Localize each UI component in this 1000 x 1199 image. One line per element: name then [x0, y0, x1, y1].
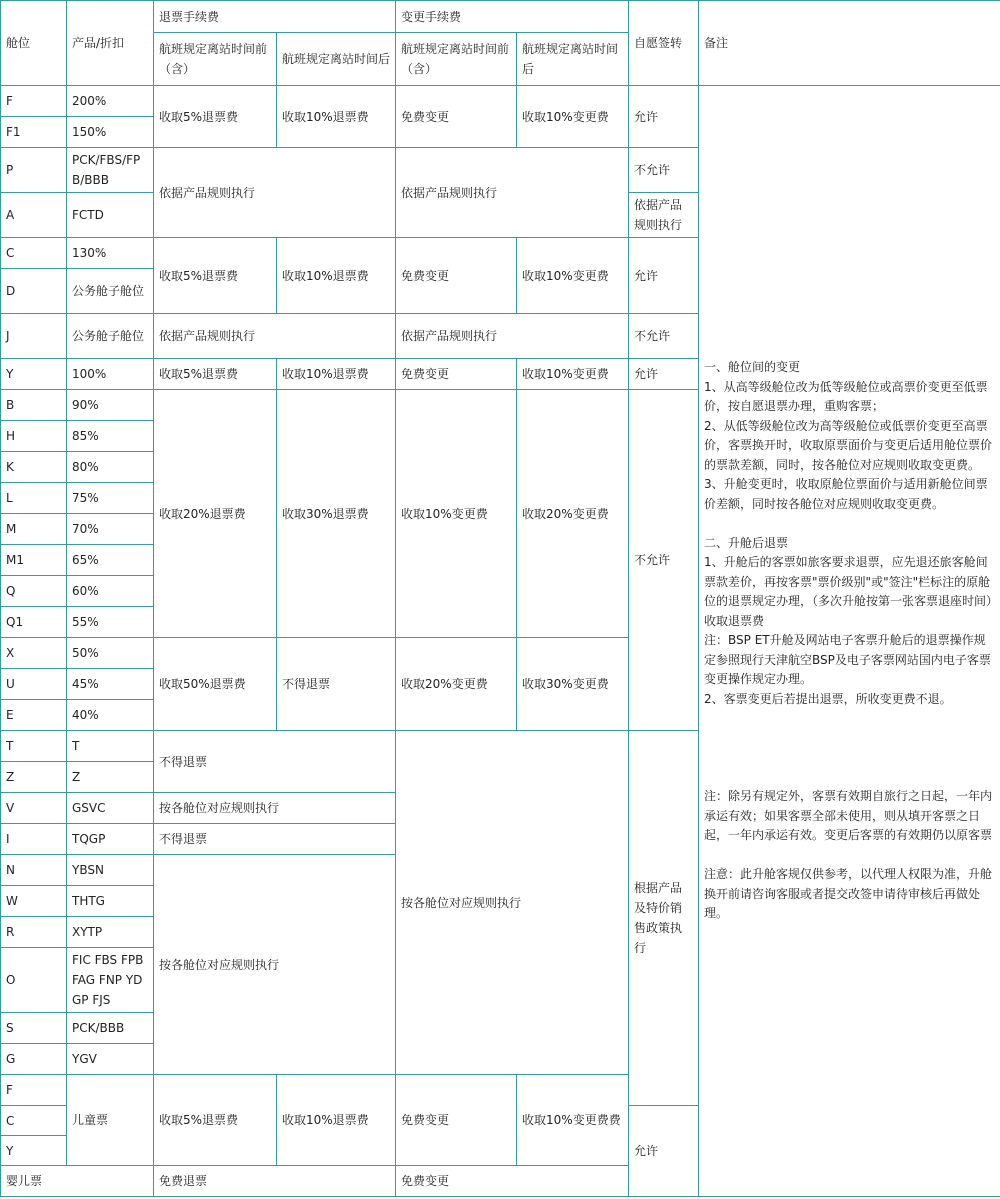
table-row — [1, 86, 1000, 117]
change-cell: 依据产品规则执行 — [396, 314, 629, 359]
product-cell: TQGP — [67, 824, 154, 855]
product-cell: 100% — [67, 359, 154, 390]
remarks-cell — [699, 86, 1000, 1197]
cabin-cell: J — [1, 314, 67, 359]
cabin-cell: K — [1, 452, 67, 483]
product-cell: 儿童票 — [67, 1075, 154, 1166]
cabin-cell: T — [1, 731, 67, 762]
refund-before-cell: 收取5%退票费 — [154, 1075, 277, 1166]
endorse-cell: 允许 — [629, 1106, 699, 1197]
cabin-cell: H — [1, 421, 67, 452]
header-row — [1, 1, 1000, 33]
product-cell: 90% — [67, 390, 154, 421]
endorse-cell: 依据产品规则执行 — [629, 193, 699, 238]
cabin-cell: F — [1, 1075, 67, 1106]
endorse-cell: 允许 — [629, 359, 699, 390]
refund-cell: 依据产品规则执行 — [154, 314, 396, 359]
refund-cell: 不得退票 — [154, 824, 396, 855]
refund-after-cell: 收取10%退票费 — [277, 1075, 396, 1166]
endorse-cell: 不允许 — [629, 314, 699, 359]
product-cell: PCK/BBB — [67, 1013, 154, 1044]
product-cell: 130% — [67, 238, 154, 269]
refund-cell: 不得退票 — [154, 731, 396, 793]
refund-after-cell: 不得退票 — [277, 638, 396, 731]
change-before-cell: 免费变更 — [396, 86, 517, 148]
product-cell: 公务舱子舱位 — [67, 314, 154, 359]
refund-cell: 免费退票 — [154, 1166, 396, 1197]
product-cell: T — [67, 731, 154, 762]
header-refund-before: 航班规定离站时间前（含） — [154, 33, 277, 86]
endorse-cell: 允许 — [629, 86, 699, 148]
product-cell: 45% — [67, 669, 154, 700]
product-cell: YGV — [67, 1044, 154, 1075]
refund-after-cell: 收取10%退票费 — [277, 238, 396, 314]
cabin-cell: Z — [1, 762, 67, 793]
product-cell: 150% — [67, 117, 154, 148]
cabin-cell: Y — [1, 359, 67, 390]
product-cell: FIC FBS FPB FAG FNP YDGP FJS — [67, 948, 154, 1013]
change-after-cell: 收取20%变更费 — [517, 390, 629, 638]
change-before-cell: 收取20%变更费 — [396, 638, 517, 731]
refund-cell: 按各舱位对应规则执行 — [154, 855, 396, 1075]
change-after-cell: 收取10%变更费 — [517, 238, 629, 314]
endorse-cell: 根据产品及特价销售政策执行 — [629, 731, 699, 1106]
product-cell: 55% — [67, 607, 154, 638]
refund-before-cell: 收取20%退票费 — [154, 390, 277, 638]
cabin-cell: R — [1, 917, 67, 948]
cabin-cell: G — [1, 1044, 67, 1075]
product-cell: 65% — [67, 545, 154, 576]
refund-before-cell: 收取5%退票费 — [154, 359, 277, 390]
product-cell: THTG — [67, 886, 154, 917]
endorse-cell: 允许 — [629, 238, 699, 314]
product-cell: 75% — [67, 483, 154, 514]
header-cabin: 舱位 — [1, 1, 67, 86]
header-refund-after: 航班规定离站时间后 — [277, 33, 396, 86]
cabin-cell: O — [1, 948, 67, 1013]
product-cell: 85% — [67, 421, 154, 452]
refund-before-cell: 收取50%退票费 — [154, 638, 277, 731]
cabin-cell: E — [1, 700, 67, 731]
cabin-cell: U — [1, 669, 67, 700]
refund-cell: 按各舱位对应规则执行 — [154, 793, 396, 824]
product-cell: 60% — [67, 576, 154, 607]
cabin-cell: A — [1, 193, 67, 238]
infant-label-cell: 婴儿票 — [1, 1166, 154, 1197]
remarks-text: 一、舱位间的变更 1、从高等级舱位改为低等级舱位或高票价变更至低票价，按自愿退票办理，重购客票； 2、从低等级舱位改为高等级舱位或低票价变更至高票价，客票换开时，收取原票面价与变更后适用舱位票价的票款差额，同时，按各舱位对应规则收取变更费。 3、升舱变更时，收取原舱位票面价与适用新舱位间票价差额，同时按各舱位对应规则收取变更费。 二、升舱后退票 1、升舱后的客票如旅客要求退票，应先退还旅客舱间票款差价，再按客票"票价级别"或"签注"栏标注的原舱位的退票规定办理，（多次升舱按第一张客票退座时间）收取退票费 注：BSP ET升舱及网站电子客票升舱后的退票操作规定参照现行天津航空BSP及电子客票网站国内电子客票变更操作规定办理。 2、客票变更后若提出退票，所收变更费不退。 注：除另有规定外，客票有效期自旅行之日起，一年内承运有效；如果客票全部未使用，则从填开客票之日起，一年内承运有效。变更后客票的有效期仍以原客票 注意：此升舱客规仅供参考，以代理人权限为准，升舱换开前请咨询客服或者提交改签申请待审核后再做处理。 — [704, 360, 993, 921]
change-after-cell: 收取10%变更费 — [517, 86, 629, 148]
change-cell: 按各舱位对应规则执行 — [396, 731, 629, 1075]
change-before-cell: 收取10%变更费 — [396, 390, 517, 638]
cabin-cell: C — [1, 238, 67, 269]
refund-after-cell: 收取10%退票费 — [277, 359, 396, 390]
cabin-cell: P — [1, 148, 67, 193]
header-change-fee: 变更手续费 — [396, 1, 629, 33]
header-endorse: 自愿签转 — [629, 1, 699, 86]
product-cell: 70% — [67, 514, 154, 545]
refund-after-cell: 收取10%退票费 — [277, 86, 396, 148]
cabin-cell: Q1 — [1, 607, 67, 638]
cabin-cell: C — [1, 1106, 67, 1136]
change-before-cell: 免费变更 — [396, 359, 517, 390]
cabin-cell: N — [1, 855, 67, 886]
change-cell: 免费变更 — [396, 1166, 629, 1197]
cabin-cell: V — [1, 793, 67, 824]
cabin-cell: W — [1, 886, 67, 917]
change-after-cell: 收取30%变更费 — [517, 638, 629, 731]
cabin-cell: I — [1, 824, 67, 855]
product-cell: 公务舱子舱位 — [67, 269, 154, 314]
cabin-cell: X — [1, 638, 67, 669]
header-change-after: 航班规定离站时间后 — [517, 33, 629, 86]
endorse-cell: 不允许 — [629, 390, 699, 731]
cabin-cell: S — [1, 1013, 67, 1044]
cabin-cell: L — [1, 483, 67, 514]
cabin-cell: F1 — [1, 117, 67, 148]
product-cell: 50% — [67, 638, 154, 669]
change-cell: 依据产品规则执行 — [396, 148, 629, 238]
refund-after-cell: 收取30%退票费 — [277, 390, 396, 638]
product-cell: YBSN — [67, 855, 154, 886]
header-product: 产品/折扣 — [67, 1, 154, 86]
product-cell: XYTP — [67, 917, 154, 948]
refund-before-cell: 收取5%退票费 — [154, 238, 277, 314]
product-cell: Z — [67, 762, 154, 793]
change-before-cell: 免费变更 — [396, 1075, 517, 1166]
cabin-cell: D — [1, 269, 67, 314]
header-remarks: 备注 — [699, 1, 1000, 86]
refund-cell: 依据产品规则执行 — [154, 148, 396, 238]
product-cell: FCTD — [67, 193, 154, 238]
change-before-cell: 免费变更 — [396, 238, 517, 314]
header-change-before: 航班规定离站时间前（含） — [396, 33, 517, 86]
product-cell: PCK/FBS/FPB/BBB — [67, 148, 154, 193]
cabin-cell: M1 — [1, 545, 67, 576]
product-cell: 40% — [67, 700, 154, 731]
cabin-cell: M — [1, 514, 67, 545]
endorse-cell: 不允许 — [629, 148, 699, 193]
change-after-cell: 收取10%变更费 — [517, 359, 629, 390]
cabin-cell: Q — [1, 576, 67, 607]
cabin-cell: F — [1, 86, 67, 117]
product-cell: 80% — [67, 452, 154, 483]
change-after-cell: 收取10%变更费费 — [517, 1075, 629, 1166]
cabin-cell: Y — [1, 1136, 67, 1166]
product-cell: 200% — [67, 86, 154, 117]
refund-before-cell: 收取5%退票费 — [154, 86, 277, 148]
cabin-cell: B — [1, 390, 67, 421]
header-refund-fee: 退票手续费 — [154, 1, 396, 33]
product-cell: GSVC — [67, 793, 154, 824]
